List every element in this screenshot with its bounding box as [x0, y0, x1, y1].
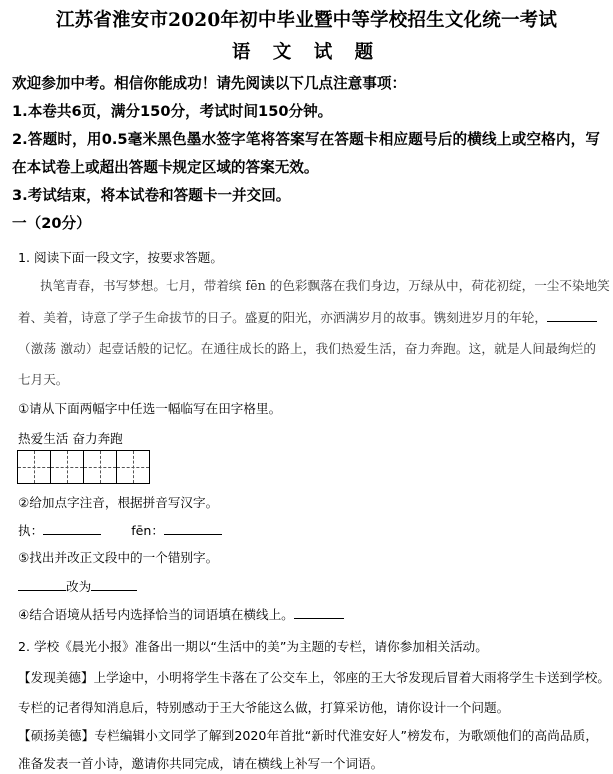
section-1-heading: 一（20分）: [12, 215, 91, 232]
answer-label-zhi: 执：: [18, 523, 44, 538]
question-1-prompt: 1. 阅读下面一段文字，按要求答题。: [18, 250, 223, 265]
passage-line-2: 着、美着，诗意了学子生命拔节的日子。盛夏的阳光，亦洒满岁月的故事。镌刻进岁月的年轮，: [18, 310, 547, 325]
notice-item-2-line-2: 在本试卷上或超出答题卡规定区域的答案无效。: [12, 159, 319, 176]
sub-question-4-wrap: [18, 604, 344, 623]
sub-question-2: ②给加点字注音，根据拼音写汉字。: [18, 495, 219, 510]
sub-question-3: ⑤找出并改正文段中的一个错别字。: [18, 550, 219, 565]
sub-question-1: ①请从下面两幅字中任选一幅临写在田字格里。: [18, 401, 282, 416]
wrong-char-blank[interactable]: [18, 578, 66, 591]
tianzige-cell[interactable]: [83, 450, 117, 484]
exam-subtitle: 语 文 试 题: [231, 42, 382, 63]
word-choice-blank[interactable]: [294, 606, 344, 619]
answer-blank-fen[interactable]: [164, 522, 222, 535]
notice-item-1: 1.本卷共6页，满分150分，考试时间150分钟。: [12, 103, 333, 120]
sub-question-2-answers: [18, 520, 222, 539]
passage-blank[interactable]: [547, 309, 597, 322]
answer-blank-zhi[interactable]: [43, 522, 101, 535]
passage-line-3: （激荡 激动）起壹话般的记忆。在通往成长的路上，我们热爱生活，奋力奔跑。这，就是人间最绚烂的: [18, 341, 596, 356]
notice-item-3: 3.考试结束，将本试卷和答题卡一并交回。: [12, 187, 291, 204]
exam-title: 江苏省淮安市2020年初中毕业暨中等学校招生文化统一考试: [55, 10, 558, 31]
passage-line-1: 执笔青春，书写梦想。七月，带着缤 fēn 的色彩飘落在我们身边，万绿从中，荷花初绽，一尘不染地笑: [40, 278, 610, 293]
sub-question-1-options: 热爱生活 奋力奔跑: [18, 431, 123, 446]
tianzige-cell[interactable]: [116, 450, 150, 484]
question-2-prompt: 2. 学校《晨光小报》准备出一期以“生活中的美”为主题的专栏，请你参加相关活动。: [18, 639, 488, 654]
tianzige-grid[interactable]: [17, 450, 149, 484]
find-virtue-line-2: 专栏的记者得知消息后，特别感动于王大爷能这么做，打算采访他，请你设计一个问题。: [18, 700, 510, 715]
notice-item-2-line-1: 2.答题时，用0.5毫米黑色墨水签字笔将答案写在答题卡相应题号后的横线上或空格内，写: [12, 131, 600, 148]
sub-question-4: ④结合语境从括号内选择恰当的词语填在横线上。: [18, 607, 294, 622]
praise-virtue-line-2: 准备发表一首小诗，邀请你共同完成，请在横线上补写一个词语。: [18, 756, 384, 771]
tianzige-cell[interactable]: [17, 450, 51, 484]
answer-label-fen: fēn：: [131, 523, 164, 538]
sub-question-3-answer: [18, 576, 137, 595]
passage-line-4: 七月天。: [18, 372, 69, 387]
tianzige-cell[interactable]: [50, 450, 84, 484]
correct-char-blank[interactable]: [91, 578, 137, 591]
praise-virtue-line-1: 【硕扬美德】专栏编辑小文同学了解到2020年首批“新时代淮安好人”榜发布，为歌颂他们的高尚品质，: [18, 728, 598, 743]
passage-line-2-wrap: [18, 307, 597, 326]
notice-intro: 欢迎参加中考。相信你能成功！请先阅读以下几点注意事项：: [12, 75, 407, 92]
find-virtue-line-1: 【发现美德】上学途中，小明将学生卡落在了公交车上，邻座的王大爷发现后冒着大雨将学生卡送到学校。: [18, 670, 610, 685]
change-to-label: 改为: [66, 579, 92, 594]
